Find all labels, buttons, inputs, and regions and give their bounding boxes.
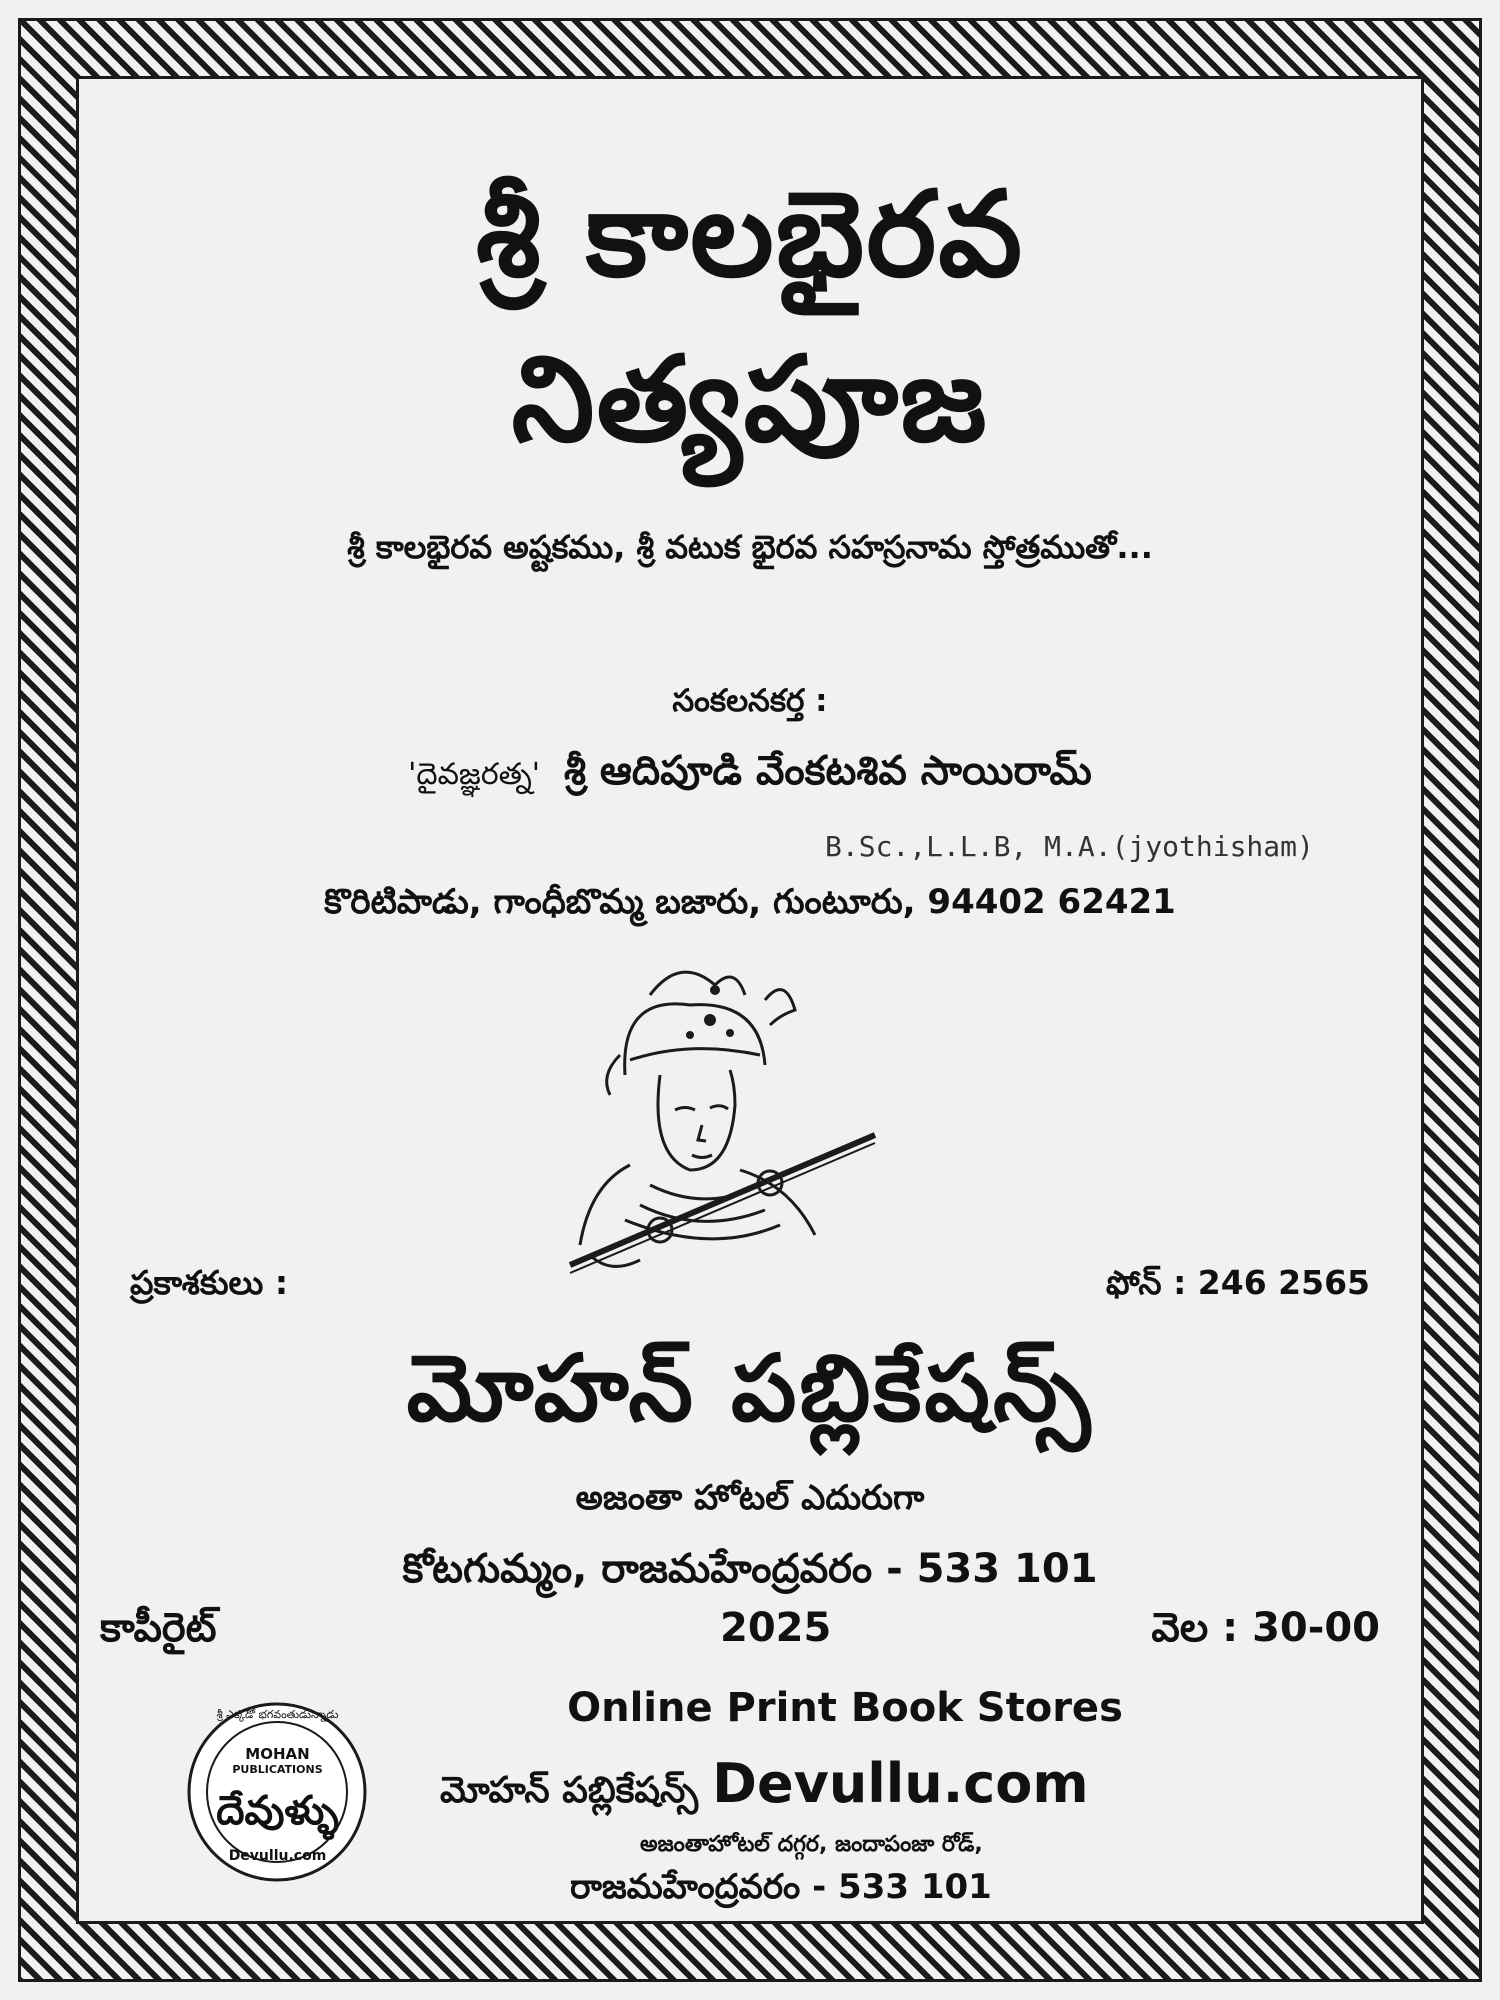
publisher-address-1: అజంతా హోటల్ ఎదురుగా xyxy=(575,1478,925,1518)
copyright-row xyxy=(100,1605,1380,1661)
logo-center: దేవుళ్ళు xyxy=(216,1788,339,1834)
logo-arc-text: శ్రీ ఎక్కడో భగవంతుడున్నాడు xyxy=(216,1708,339,1721)
compiler-name: శ్రీ ఆదిపూడి వేంకటశివ సాయిరామ్ xyxy=(563,748,1092,794)
publisher-row xyxy=(130,1263,1370,1310)
compiler-name-line xyxy=(0,748,1500,804)
title-line-1: శ్రీ కాలభైరవ xyxy=(475,165,1025,303)
store-publisher-telugu: మోహన్ పబ్లికేషన్స్ xyxy=(440,1770,699,1811)
store-website: Devullu.com xyxy=(712,1752,1089,1815)
publisher-name: మోహన్ పబ్లికేషన్స్ xyxy=(406,1335,1094,1442)
copyright-year: 2025 xyxy=(720,1605,832,1651)
compiler-honorific: 'దైవజ్ఞరత్న' xyxy=(408,757,540,792)
compiler-qualifications: B.Sc.,L.L.B, M.A.(jyothisham) xyxy=(825,830,1314,863)
logo-brand-bottom: PUBLICATIONS xyxy=(232,1763,323,1776)
store-address-small: అజంతాహోటల్ దగ్గర, జందాపంజా రోడ్, xyxy=(640,1832,983,1857)
logo-text xyxy=(185,1700,370,1885)
title-line-2: నిత్యపూజ xyxy=(511,330,989,468)
online-store-label: Online Print Book Stores xyxy=(567,1685,1123,1731)
krishna-with-flute-illustration xyxy=(530,955,910,1285)
publisher-phone: ఫోన్ : 246 2565 xyxy=(1106,1263,1370,1302)
compiler-address: కొరిటిపాడు, గాంధీబొమ్మ బజారు, గుంటూరు, 94402 62421 xyxy=(324,882,1176,922)
logo-brand-top: MOHAN xyxy=(245,1745,310,1763)
subtitle: శ్రీ కాలభైరవ అష్టకము, శ్రీ వటుక భైరవ సహస్రనామ స్తోత్రముతో... xyxy=(347,528,1153,566)
copyright-label: కాపీరైట్ xyxy=(100,1605,217,1651)
logo-url: Devullu.com xyxy=(228,1848,327,1864)
publisher-label: ప్రకాశకులు : xyxy=(130,1263,289,1302)
publisher-address-2: కోటగుమ్మం, రాజమహేంద్రవరం - 533 101 xyxy=(402,1546,1098,1592)
price: వెల : 30-00 xyxy=(1151,1605,1380,1651)
store-address-city: రాజమహేంద్రవరం - 533 101 xyxy=(570,1867,992,1907)
store-line xyxy=(440,1752,1089,1820)
compiler-label: సంకలనకర్త : xyxy=(672,683,828,719)
